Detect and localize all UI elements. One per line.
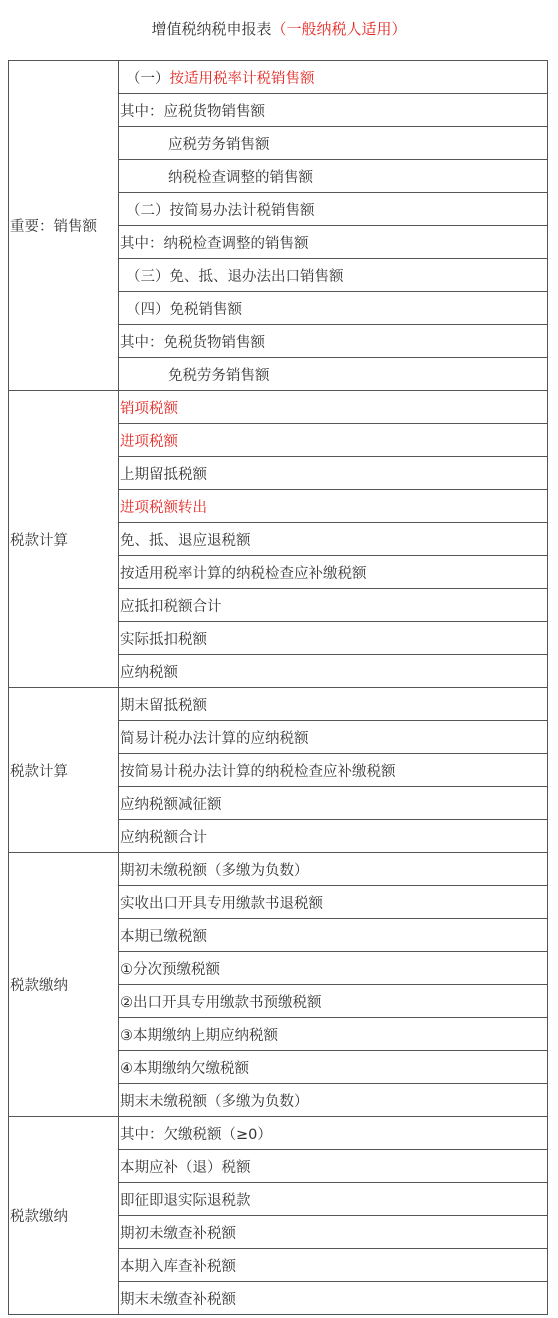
- item-label: 简易计税办法计算的应纳税额: [120, 730, 309, 747]
- title-sub: （一般纳税人适用）: [271, 20, 407, 38]
- item-label: 免、抵、退办法出口销售额: [169, 268, 344, 285]
- table-row: [9, 853, 548, 886]
- item-cell: [119, 193, 548, 226]
- item-cell: [119, 1150, 548, 1183]
- category-cell: 税款计算: [9, 391, 119, 688]
- item-cell: [119, 754, 548, 787]
- item-label: 本期入库查补税额: [120, 1258, 236, 1275]
- item-cell: [119, 820, 548, 853]
- item-label: 实收出口开具专用缴款书退税额: [120, 895, 323, 912]
- category-cell: 税款缴纳: [9, 853, 119, 1117]
- item-cell: [119, 325, 548, 358]
- item-cell: [119, 721, 548, 754]
- item-label: 应纳税额合计: [120, 829, 207, 846]
- item-cell: [119, 61, 548, 94]
- item-label: 其中：纳税检查调整的销售额: [120, 235, 309, 252]
- item-label: 按适用税率计算的纳税检查应补缴税额: [120, 565, 367, 582]
- table-row: [9, 688, 548, 721]
- item-label: 实际抵扣税额: [120, 631, 207, 648]
- category-cell: 税款计算: [9, 688, 119, 853]
- category-cell: 税款缴纳: [9, 1117, 119, 1315]
- item-cell: [119, 292, 548, 325]
- item-cell: [119, 952, 548, 985]
- item-label: 免、抵、退应退税额: [120, 532, 251, 549]
- item-cell: [119, 94, 548, 127]
- table-row: [9, 61, 548, 94]
- item-cell: [119, 226, 548, 259]
- item-label: 应纳税额: [120, 664, 178, 681]
- item-prefix: （三）: [126, 268, 170, 285]
- item-cell: [119, 787, 548, 820]
- item-label: 期末未缴查补税额: [120, 1291, 236, 1308]
- item-cell: [119, 985, 548, 1018]
- item-label: 按简易办法计税销售额: [169, 202, 315, 219]
- item-prefix: （一）: [126, 70, 170, 87]
- item-cell: [119, 358, 548, 391]
- item-label: 按适用税率计税销售额: [169, 70, 315, 87]
- item-label: 其中：免税货物销售额: [120, 334, 265, 351]
- item-label: 销项税额: [120, 400, 178, 417]
- table-row: [9, 1117, 548, 1150]
- item-cell: [119, 1051, 548, 1084]
- item-label: 即征即退实际退税款: [120, 1192, 251, 1209]
- item-prefix: （二）: [126, 202, 170, 219]
- item-label: 期末未缴税额（多缴为负数）: [120, 1093, 309, 1110]
- item-cell: [119, 655, 548, 688]
- item-label: 上期留抵税额: [120, 466, 207, 483]
- item-label: 按简易计税办法计算的纳税检查应补缴税额: [120, 763, 396, 780]
- item-cell: [119, 1216, 548, 1249]
- item-label: 期初未缴查补税额: [120, 1225, 236, 1242]
- item-cell: [119, 589, 548, 622]
- item-prefix: （四）: [126, 301, 170, 318]
- item-label: ④本期缴纳欠缴税额: [120, 1060, 249, 1077]
- item-cell: [119, 127, 548, 160]
- item-cell: [119, 1249, 548, 1282]
- item-cell: [119, 886, 548, 919]
- item-cell: [119, 1282, 548, 1315]
- item-label: 其中：欠缴税额（≥0）: [120, 1126, 272, 1143]
- item-cell: [119, 1117, 548, 1150]
- item-cell: [119, 259, 548, 292]
- item-label: 应纳税额减征额: [120, 796, 222, 813]
- item-cell: [119, 424, 548, 457]
- item-label: 期初未缴税额（多缴为负数）: [120, 862, 309, 879]
- item-cell: [119, 391, 548, 424]
- item-cell: [119, 523, 548, 556]
- item-label: 本期应补（退）税额: [120, 1159, 251, 1176]
- item-label: 免税销售额: [169, 301, 242, 318]
- item-cell: [119, 853, 548, 886]
- item-label: ③本期缴纳上期应纳税额: [120, 1027, 278, 1044]
- item-cell: [119, 556, 548, 589]
- item-label: 本期已缴税额: [120, 928, 207, 945]
- item-label: ②出口开具专用缴款书预缴税额: [120, 994, 322, 1011]
- item-label: 进项税额: [120, 433, 178, 450]
- item-label: 期末留抵税额: [120, 697, 207, 714]
- item-label: ①分次预缴税额: [120, 961, 220, 978]
- item-cell: [119, 1018, 548, 1051]
- item-cell: [119, 1084, 548, 1117]
- item-cell: [119, 457, 548, 490]
- item-cell: [119, 160, 548, 193]
- item-cell: [119, 622, 548, 655]
- page-title: [0, 0, 558, 60]
- tax-return-table: [8, 60, 548, 1315]
- item-cell: [119, 1183, 548, 1216]
- item-label: 免税劳务销售额: [168, 367, 270, 384]
- title-main: 增值税纳税申报表: [151, 20, 272, 38]
- item-label: 应税劳务销售额: [168, 136, 270, 153]
- item-label: 应抵扣税额合计: [120, 598, 222, 615]
- item-label: 进项税额转出: [120, 499, 207, 516]
- item-cell: [119, 490, 548, 523]
- table-row: [9, 391, 548, 424]
- category-cell: 重要：销售额: [9, 61, 119, 391]
- item-label: 其中：应税货物销售额: [120, 103, 265, 120]
- item-label: 纳税检查调整的销售额: [168, 169, 313, 186]
- item-cell: [119, 688, 548, 721]
- item-cell: [119, 919, 548, 952]
